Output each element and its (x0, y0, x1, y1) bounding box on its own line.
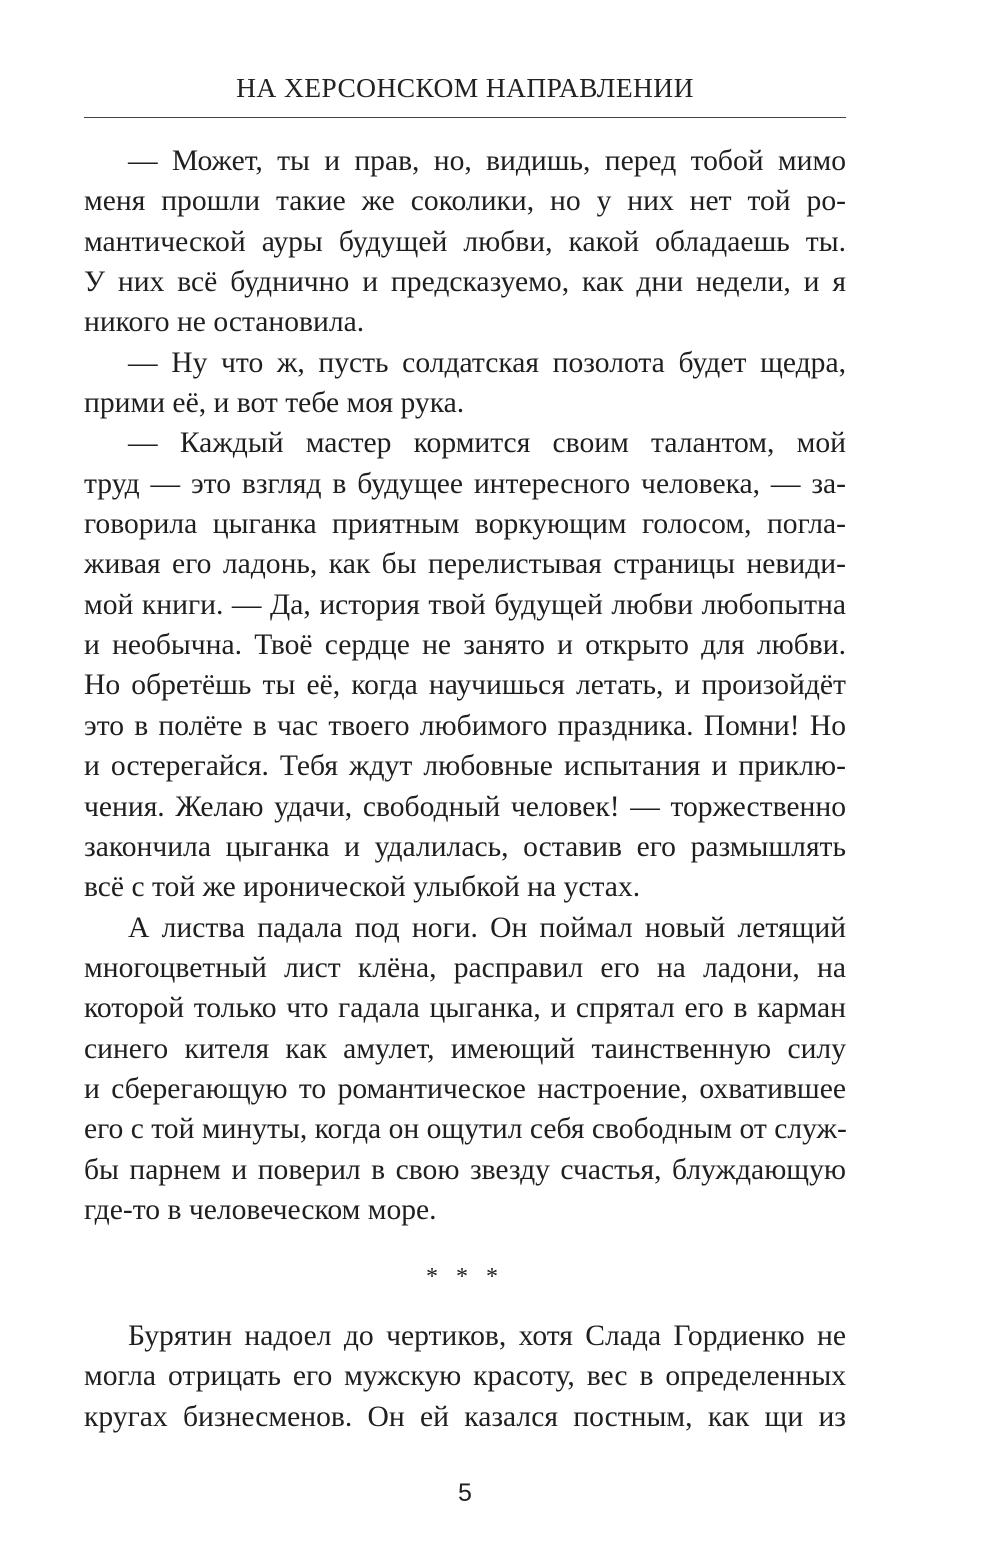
text-line: Бурятин надоел до чертиков, хотя Слада Гордиенко не (128, 1320, 846, 1352)
text-line: бы парнем и поверил в свою звезду счастья, блуждающую (84, 1153, 846, 1186)
text-line: чения. Желаю удачи, свободный человек! — торжественно (84, 790, 846, 823)
page-number: 5 (458, 1479, 472, 1507)
text-line: мантической ауры будущей любви, какой обладаешь ты. (84, 225, 846, 258)
header-rule (84, 117, 846, 118)
section-separator: * * * (426, 1264, 504, 1290)
text-line: могла отрицать его мужскую красоту, вес в определенных (84, 1360, 846, 1393)
text-line: живая его ладонь, как бы перелистывая страницы невиди- (84, 548, 846, 581)
text-line: — Может, ты и прав, но, видишь, перед тобой мимо (128, 145, 846, 177)
text-line: всё с той же иронической улыбкой на устах. (84, 871, 641, 904)
second-text-block (84, 1316, 846, 1437)
text-line: А листва падала под ноги. Он поймал новый летящий (128, 911, 846, 944)
text-line: — Ну что ж, пусть солдатская позолота будет щедра, (128, 346, 846, 379)
text-line: и остерегайся. Тебя ждут любовные испытания и приклю- (84, 750, 846, 783)
text-line: прими её, и вот тебе моя рука. (84, 387, 465, 420)
text-line: и необычна. Твоё сердце не занято и открыто для любви. (84, 629, 846, 662)
text-line: это в полёте в час твоего любимого праздника. Помни! Но (84, 709, 846, 742)
text-line: мой книги. — Да, история твой будущей любви любопытна (84, 588, 846, 621)
text-line: никого не остановила. (84, 306, 365, 339)
text-line: Но обретёшь ты её, когда научишься летать, и произойдёт (84, 669, 846, 702)
main-text-block (84, 141, 846, 1230)
text-line: труд — это взгляд в будущее интересного человека, — за- (84, 467, 846, 500)
text-line: которой только что гадала цыганка, и спрятал его в карман (84, 992, 846, 1025)
text-line: где-то в человеческом море. (84, 1193, 437, 1226)
text-line: кругах бизнесменов. Он ей казался постным, как щи из (84, 1400, 846, 1433)
running-title: НА ХЕРСОНСКОМ НАПРАВЛЕНИИ (236, 72, 694, 103)
text-line: его с той минуты, когда он ощутил себя свободным от служ- (84, 1113, 847, 1146)
text-line: синего кителя как амулет, имеющий таинственную силу (84, 1032, 846, 1065)
text-line: и сберегающую то романтическое настроение, охватившее (84, 1072, 846, 1105)
text-line: — Каждый мастер кормится своим талантом, мой (128, 427, 846, 460)
text-line: многоцветный лист клёна, расправил его на ладони, на (84, 951, 846, 984)
text-line: закончила цыганка и удалилась, оставив его размышлять (84, 830, 846, 863)
text-line: У них всё буднично и предсказуемо, как дни недели, и я (84, 266, 846, 299)
text-line: говорила цыганка приятным воркующим голосом, погла- (84, 508, 846, 541)
text-line: меня прошли такие же соколики, но у них нет той ро- (84, 185, 846, 218)
